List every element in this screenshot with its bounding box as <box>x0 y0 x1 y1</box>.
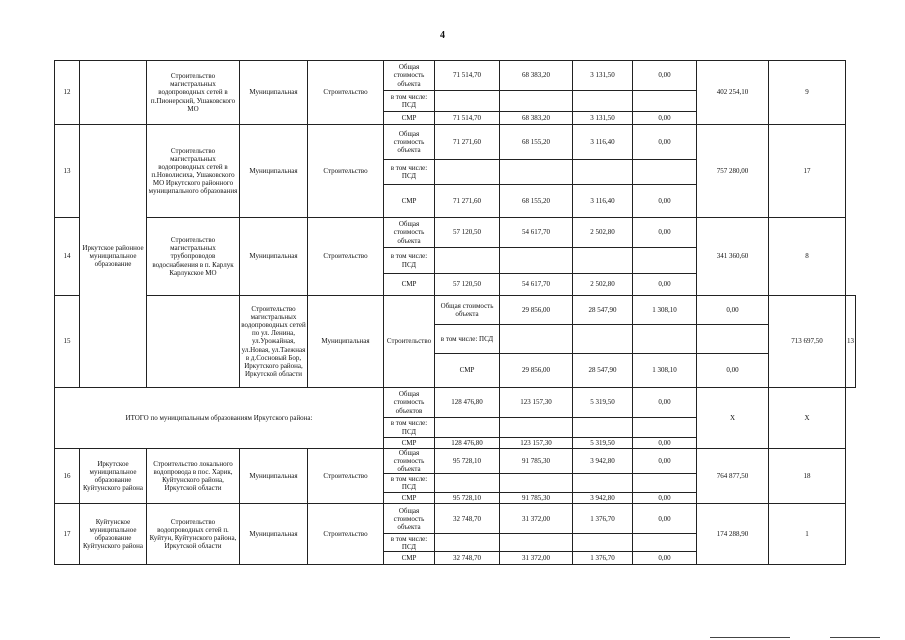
smr-value: 3 131,50 <box>573 112 633 125</box>
object-name: Строительство магистральных водопроводных сетей по ул. Ленина, ул.Урожайная, ул.Новая, ул.Таежная в д.Сосновый Бор, Иркутского района, Иркутской области <box>240 296 308 388</box>
ownership: Муниципальная <box>240 125 308 218</box>
smr-value: 1 376,70 <box>573 552 633 565</box>
value-total: 71 514,70 <box>435 61 500 91</box>
work-type: Строительство <box>308 125 384 218</box>
smr-value: 71 514,70 <box>435 112 500 125</box>
object-name: Строительство водопроводных сетей п. Куйтун, Куйтунского района, Иркутской области <box>147 504 240 565</box>
amount: 174 288,90 <box>697 504 769 565</box>
count: 8 <box>769 218 846 296</box>
amount: 402 254,10 <box>697 61 769 125</box>
smr-value: 0,00 <box>633 438 697 449</box>
row-number: 14 <box>55 218 80 296</box>
smr-value: 0,00 <box>633 552 697 565</box>
incl-label: в том числе: ПСД <box>384 534 435 552</box>
total-label: Общая стоимость объектов <box>384 388 435 418</box>
value-regional: 91 785,30 <box>500 449 573 474</box>
amount: X <box>697 388 769 449</box>
value-other: 0,00 <box>633 449 697 474</box>
row-number: 16 <box>55 449 80 504</box>
smr-value: 1 308,10 <box>633 354 697 388</box>
smr-value: 0,00 <box>633 185 697 218</box>
ownership: Муниципальная <box>240 61 308 125</box>
count: 18 <box>769 449 846 504</box>
incl-label: в том числе: ПСД <box>384 418 435 438</box>
value-other: 0,00 <box>633 61 697 91</box>
value-local: 2 502,80 <box>573 218 633 248</box>
ownership: Муниципальная <box>308 296 384 388</box>
row-number: 15 <box>55 296 80 388</box>
value-total: 32 748,70 <box>435 504 500 534</box>
table-row <box>55 61 856 91</box>
ownership: Муниципальная <box>240 218 308 296</box>
value-local: 1 376,70 <box>573 504 633 534</box>
scan-edge-line <box>830 637 880 638</box>
amount: 341 360,60 <box>697 218 769 296</box>
smr-value: 123 157,30 <box>500 438 573 449</box>
count: 1 <box>769 504 846 565</box>
municipality-name: Иркутское муниципальное образование Куйтунского района <box>80 449 147 504</box>
smr-value: 3 116,40 <box>573 185 633 218</box>
smr-value: 68 155,20 <box>500 185 573 218</box>
smr-value: 2 502,80 <box>573 274 633 296</box>
scan-edge-line <box>710 637 790 638</box>
smr-label: СМР <box>384 185 435 218</box>
total-label: Общая стоимость объекта <box>384 61 435 91</box>
count: 9 <box>769 61 846 125</box>
smr-value: 71 271,60 <box>435 185 500 218</box>
work-type: Строительство <box>384 296 435 388</box>
smr-label: СМР <box>384 552 435 565</box>
value-other: 0,00 <box>697 296 769 325</box>
smr-value: 128 476,80 <box>435 438 500 449</box>
ownership: Муниципальная <box>240 504 308 565</box>
table-row <box>55 504 856 534</box>
smr-value: 31 372,00 <box>500 552 573 565</box>
smr-label: СМР <box>384 112 435 125</box>
smr-value: 0,00 <box>633 112 697 125</box>
table-row <box>55 218 856 248</box>
value-regional: 68 155,20 <box>500 125 573 160</box>
value-regional: 54 617,70 <box>500 218 573 248</box>
value-regional: 31 372,00 <box>500 504 573 534</box>
smr-value: 0,00 <box>697 354 769 388</box>
count: 13 <box>846 296 856 388</box>
incl-label: в том числе: ПСД <box>384 160 435 185</box>
object-name: Строительство магистральных водопроводных сетей в п.Пионерский, Ушаковского МО <box>147 61 240 125</box>
smr-label: СМР <box>384 274 435 296</box>
value-total: 128 476,80 <box>435 388 500 418</box>
value-regional: 68 383,20 <box>500 61 573 91</box>
value-total: 29 856,00 <box>500 296 573 325</box>
incl-label: в том числе: ПСД <box>435 325 500 354</box>
value-local: 3 131,50 <box>573 61 633 91</box>
value-other: 0,00 <box>633 504 697 534</box>
amount: 713 697,50 <box>769 296 846 388</box>
smr-value: 95 728,10 <box>435 493 500 504</box>
budget-table <box>54 60 856 565</box>
value-regional: 123 157,30 <box>500 388 573 418</box>
value-other: 0,00 <box>633 125 697 160</box>
work-type: Строительство <box>308 218 384 296</box>
object-name: Строительство магистральных водопроводных сетей в п.Новолисиха, Ушаковского МО Иркутского районного муниципального образования <box>147 125 240 218</box>
table-row <box>55 125 856 160</box>
value-local: 5 319,50 <box>573 388 633 418</box>
value-local: 1 308,10 <box>633 296 697 325</box>
value-total: 71 271,60 <box>435 125 500 160</box>
page-number: 4 <box>440 30 445 41</box>
total-label: Общая стоимость объекта <box>384 449 435 474</box>
subtotal-label: ИТОГО по муниципальным образованиям Иркутского района: <box>55 388 384 449</box>
municipality-name: Куйтунское муниципальное образование Куйтунского района <box>80 504 147 565</box>
value-other: 0,00 <box>633 388 697 418</box>
smr-label: СМР <box>384 493 435 504</box>
smr-value: 91 785,30 <box>500 493 573 504</box>
incl-label: в том числе: ПСД <box>384 91 435 112</box>
total-label: Общая стоимость объекта <box>384 125 435 160</box>
amount: 764 877,50 <box>697 449 769 504</box>
smr-value: 29 856,00 <box>500 354 573 388</box>
smr-value: 54 617,70 <box>500 274 573 296</box>
smr-value: 32 748,70 <box>435 552 500 565</box>
value-total: 95 728,10 <box>435 449 500 474</box>
value-total: 57 120,50 <box>435 218 500 248</box>
smr-value: 68 383,20 <box>500 112 573 125</box>
smr-value: 57 120,50 <box>435 274 500 296</box>
subtotal-row <box>55 388 856 418</box>
smr-value: 0,00 <box>633 274 697 296</box>
municipality-name: Иркутское районное муниципальное образование <box>80 125 147 388</box>
smr-value: 28 547,90 <box>573 354 633 388</box>
smr-label: СМР <box>384 438 435 449</box>
count: 17 <box>769 125 846 218</box>
table-row <box>55 449 856 474</box>
value-local: 3 116,40 <box>573 125 633 160</box>
smr-label: СМР <box>435 354 500 388</box>
municipality-cell <box>80 61 147 125</box>
work-type: Строительство <box>308 449 384 504</box>
ownership: Муниципальная <box>240 449 308 504</box>
total-label: Общая стоимость объекта <box>384 218 435 248</box>
incl-label: в том числе: ПСД <box>384 248 435 274</box>
total-label: Общая стоимость объекта <box>435 296 500 325</box>
smr-value: 5 319,50 <box>573 438 633 449</box>
work-type: Строительство <box>308 61 384 125</box>
count: X <box>769 388 846 449</box>
row-number: 17 <box>55 504 80 565</box>
municipality-cell <box>147 296 240 388</box>
smr-value: 0,00 <box>633 493 697 504</box>
incl-label: в том числе: ПСД <box>384 474 435 493</box>
row-number: 12 <box>55 61 80 125</box>
object-name: Строительство магистральных трубопроводов водоснабжения в п. Карлук Карлукское МО <box>147 218 240 296</box>
value-other: 0,00 <box>633 218 697 248</box>
value-regional: 28 547,90 <box>573 296 633 325</box>
amount: 757 280,00 <box>697 125 769 218</box>
total-label: Общая стоимость объекта <box>384 504 435 534</box>
row-number: 13 <box>55 125 80 218</box>
work-type: Строительство <box>308 504 384 565</box>
table-row <box>55 296 856 325</box>
object-name: Строительство локального водопровода в пос. Харик, Куйтунского района, Иркутской области <box>147 449 240 504</box>
smr-value: 3 942,80 <box>573 493 633 504</box>
value-local: 3 942,80 <box>573 449 633 474</box>
